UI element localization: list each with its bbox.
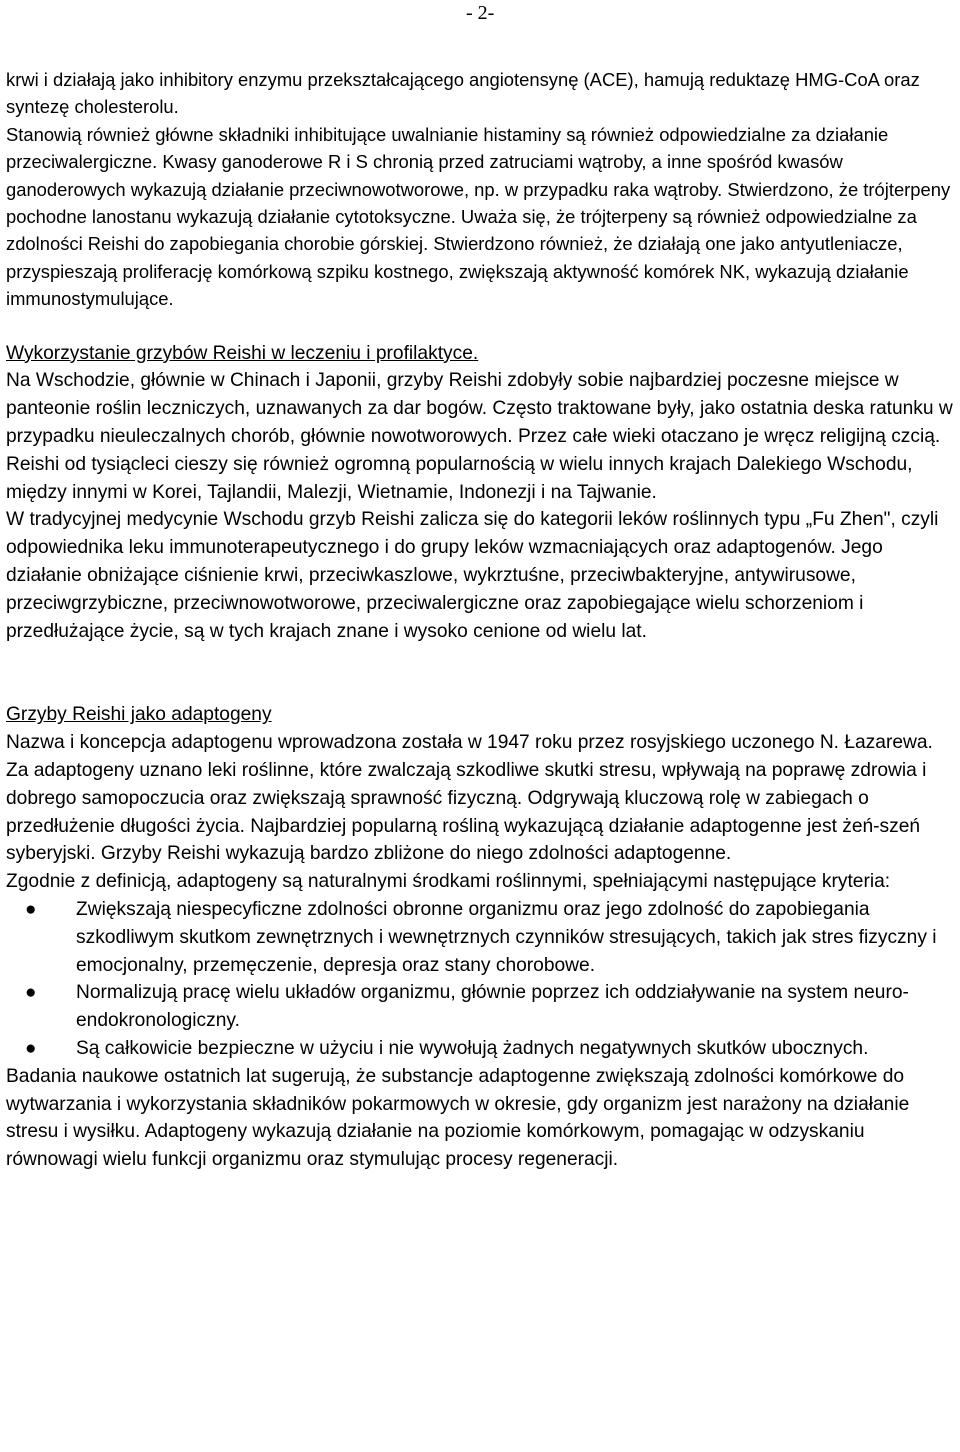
bullet-icon: ● [25, 982, 37, 1004]
list-item-text: Są całkowicie bezpieczne w użyciu i nie wywołują żadnych negatywnych skutków ubocznych. [76, 1037, 869, 1059]
section-ganoderic-acids [6, 66, 956, 313]
paragraph: W tradycyjnej medycynie Wschodu grzyb Reishi zalicza się do kategorii leków roślinnych typu „Fu Zhen", czyli odpowiednika leku immunoterapeutycznego i do grupy leków wzmacniających oraz adaptogenów. Jego działanie obniżające ciśnienie krwi, przeciwkaszlowe, wykrztuśne, przeciwbakteryjne, antywirusowe, przeciwgrzybiczne, przeciwnowotworowe, przeciwalergiczne oraz zapobiegające wielu schorzeniom i przedłużające życie, są w tych krajach znane i wysoko cenione od wielu lat. [6, 509, 939, 642]
list-item [6, 1035, 956, 1063]
section-reishi-use [6, 340, 956, 646]
section-adaptogens [6, 701, 956, 1174]
page-number: - 2- [466, 2, 495, 24]
list-item [6, 979, 956, 1035]
criteria-list [6, 896, 956, 1063]
list-item-text: Normalizują pracę wielu układów organizmu, głównie poprzez ich oddziaływanie na system neuro-endokronologiczny. [76, 982, 909, 1032]
bullet-icon: ● [25, 1037, 37, 1059]
paragraph: krwi i działają jako inhibitory enzymu przekształcającego angiotensynę (ACE), hamują reduktazę HMG-CoA oraz syntezę cholesterolu. [6, 69, 920, 118]
paragraph: Stanowią również główne składniki inhibitujące uwalnianie histaminy są również odpowiedzialne za działanie przeciwalergiczne. Kwasy ganoderowe R i S chronią przed zatruciami wątroby, a inne spośród kwasów ganoderowych wykazują działanie przeciwnowotworowe, np. w przypadku raka wątroby. Stwierdzono, że trójterpeny pochodne lanostanu wykazują działanie cytotoksyczne. Uważa się, że trójterpeny są również odpowiedzialne za zdolności Reishi do zapobiegania chorobie górskiej. Stwierdzono również, że działają one jako antyutleniacze, przyspieszają proliferację komórkową szpiku kostnego, zwiększają aktywność komórek NK, wykazują działanie immunostymulujące. [6, 123, 951, 310]
list-item [6, 896, 956, 979]
bullet-icon: ● [25, 899, 37, 920]
paragraph: Nazwa i koncepcja adaptogenu wprowadzona została w 1947 roku przez rosyjskiego uczonego N. Łazarewa. Za adaptogeny uznano leki roślinne, które zwalczają szkodliwe skutki stresu, wpływają na poprawę zdrowia i dobrego samopoczucia oraz zwiększają sprawność fizyczną. Odgrywają kluczową rolę w zabiegach o przedłużenie długości życia. Najbardziej popularną rośliną wykazującą działanie adaptogenne jest żeń-szeń syberyjski. Grzyby Reishi wykazują bardzo zbliżone do niego zdolności adaptogenne. [6, 732, 933, 865]
paragraph: Zgodnie z definicją, adaptogeny są naturalnymi środkami roślinnymi, spełniającymi następujące kryteria: [6, 871, 891, 893]
document-body [6, 66, 956, 1174]
paragraph: Badania naukowe ostatnich lat sugerują, że substancje adaptogenne zwiększają zdolności komórkowe do wytwarzania i wykorzystania składników pokarmowych w okresie, gdy organizm jest narażony na działanie stresu i wysiłku. Adaptogeny wykazują działanie na poziomie komórkowym, pomagając w odzyskaniu równowagi wielu funkcji organizmu oraz stymulując procesy regeneracji. [6, 1065, 910, 1171]
section-heading: Wykorzystanie grzybów Reishi w leczeniu i profilaktyce. [6, 342, 479, 364]
paragraph: Reishi od tysiącleci cieszy się również ogromną popularnością w wielu innych krajach Dalekiego Wschodu, między innymi w Korei, Tajlandii, Malezji, Wietnamie, Indonezji i na Tajwanie. [6, 453, 913, 503]
paragraph: Na Wschodzie, głównie w Chinach i Japonii, grzyby Reishi zdobyły sobie najbardziej poczesne miejsce w panteonie roślin leczniczych, uznawanych za dar bogów. Często traktowane były, jako ostatnia deska ratunku w przypadku nieuleczalnych chorób, głównie nowotworowych. Przez całe wieki otaczano je wręcz religijną czcią. [6, 370, 953, 448]
list-item-text: Zwiększają niespecyficzne zdolności obronne organizmu oraz jego zdolność do zapobiegania szkodliwym skutkom zewnętrznych i wewnętrznych czynników stresujących, takich jak stres fizyczny i emocjonalny, przemęczenie, depresja oraz stany chorobowe. [76, 899, 937, 976]
section-heading: Grzyby Reishi jako adaptogeny [6, 704, 272, 726]
